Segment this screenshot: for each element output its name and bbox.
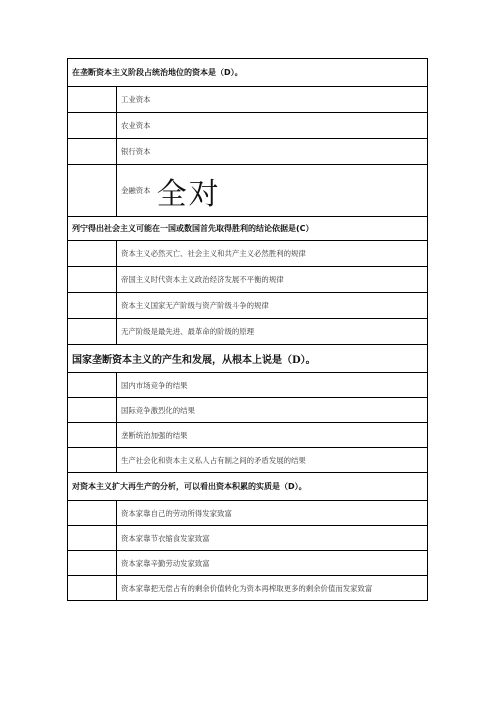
option-row bbox=[68, 319, 428, 345]
option-row bbox=[68, 398, 428, 423]
option-row bbox=[68, 87, 428, 113]
option-text: 工业资本 bbox=[117, 87, 428, 113]
option-marker-cell bbox=[68, 113, 117, 139]
option-marker-cell bbox=[68, 267, 117, 293]
option-marker-cell bbox=[68, 139, 117, 165]
all-correct-mark: 全对 bbox=[156, 176, 221, 212]
question-table bbox=[67, 58, 428, 601]
option-row bbox=[68, 373, 428, 398]
option-text: 资本家靠自己的劳动所得发家致富 bbox=[117, 501, 428, 526]
question-stem: 列宁得出社会主义可能在一国或数国首先取得胜利的结论依据是(C） bbox=[68, 217, 428, 241]
option-marker-cell bbox=[68, 87, 117, 113]
option-row bbox=[68, 526, 428, 551]
option-marker-cell bbox=[68, 241, 117, 267]
option-text: 国际竞争激烈化的结果 bbox=[117, 398, 428, 423]
option-text: 无产阶级是最先进、最革命的阶级的原理 bbox=[117, 319, 428, 345]
option-row bbox=[68, 576, 428, 601]
option-row bbox=[68, 139, 428, 165]
option-text: 资本主义必然灭亡、社会主义和共产主义必然胜利的规律 bbox=[117, 241, 428, 267]
option-text: 生产社会化和资本主义私人占有制之间的矛盾发展的结果 bbox=[117, 448, 428, 473]
question-row bbox=[68, 59, 428, 87]
option-marker-cell bbox=[68, 373, 117, 398]
option-marker-cell bbox=[68, 293, 117, 319]
option-row bbox=[68, 241, 428, 267]
option-text: 银行资本 bbox=[117, 139, 428, 165]
option-row bbox=[68, 293, 428, 319]
option-text: 资本家靠节衣缩食发家致富 bbox=[117, 526, 428, 551]
option-marker-cell bbox=[68, 448, 117, 473]
option-marker-cell bbox=[68, 423, 117, 448]
option-marker-cell bbox=[68, 319, 117, 345]
question-stem: 对资本主义扩大再生产的分析，可以看出资本积累的实质是（D）。 bbox=[68, 473, 428, 501]
option-row bbox=[68, 501, 428, 526]
option-text: 垄断统治加强的结果 bbox=[117, 423, 428, 448]
option-cell-with-mark bbox=[117, 165, 428, 217]
option-marker-cell bbox=[68, 576, 117, 601]
option-text: 金融资本 bbox=[121, 185, 151, 195]
question-stem: 国家垄断资本主义的产生和发展，从根本上说是（D）。 bbox=[68, 345, 428, 373]
option-text: 帝国主义时代资本主义政治经济发展不平衡的规律 bbox=[117, 267, 428, 293]
option-text: 资本主义国家无产阶级与资产阶级斗争的规律 bbox=[117, 293, 428, 319]
question-row bbox=[68, 473, 428, 501]
question-row bbox=[68, 345, 428, 373]
option-row bbox=[68, 551, 428, 576]
option-marker-cell bbox=[68, 551, 117, 576]
option-marker-cell bbox=[68, 501, 117, 526]
question-row bbox=[68, 217, 428, 241]
option-row bbox=[68, 267, 428, 293]
option-row bbox=[68, 423, 428, 448]
option-row bbox=[68, 165, 428, 217]
option-row bbox=[68, 113, 428, 139]
option-marker-cell bbox=[68, 398, 117, 423]
option-marker-cell bbox=[68, 165, 117, 217]
option-text: 国内市场竞争的结果 bbox=[117, 373, 428, 398]
option-text: 资本家靠把无偿占有的剩余价值转化为资本再榨取更多的剩余价值而发家致富 bbox=[117, 576, 428, 601]
question-stem: 在垄断资本主义阶段占统治地位的资本是（D）。 bbox=[68, 59, 428, 87]
option-row bbox=[68, 448, 428, 473]
option-text: 资本家靠辛勤劳动发家致富 bbox=[117, 551, 428, 576]
option-text: 农业资本 bbox=[117, 113, 428, 139]
option-marker-cell bbox=[68, 526, 117, 551]
